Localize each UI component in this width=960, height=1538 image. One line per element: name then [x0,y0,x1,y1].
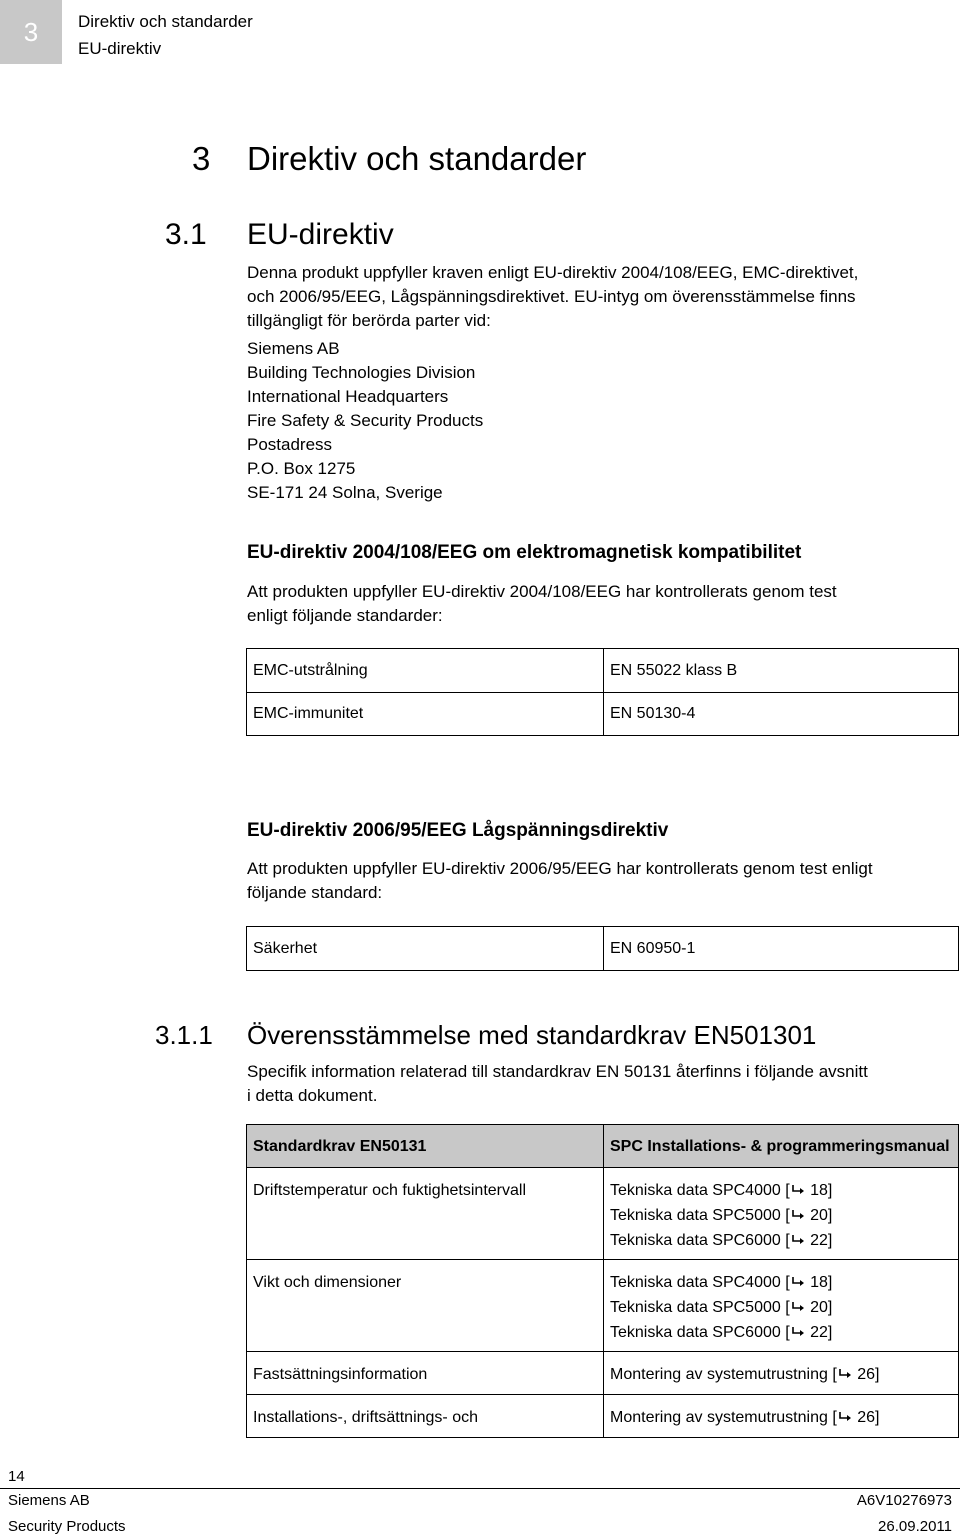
table-header-row [247,1125,959,1168]
address-line: P.O. Box 1275 [247,459,356,478]
emc-line: enligt följande standarder: [247,606,443,625]
reference-text: Tekniska data SPC5000 [ [610,1299,790,1316]
chapter-number-box [0,0,62,64]
emc-paragraph [247,580,959,628]
lvd-table [246,926,959,971]
table-row [247,1168,959,1260]
chapter-number: 3 [23,16,39,47]
address-line: Siemens AB [247,339,340,358]
reference-line [610,1228,952,1253]
lvd-heading: EU-direktiv 2006/95/EEG Lågspänningsdirektiv [247,820,669,841]
reference-page: 20] [810,1207,833,1224]
address-line: Postadress [247,435,333,454]
reference-line [610,1405,952,1430]
intro-paragraph [247,261,959,333]
emc-line: Att produkten uppfyller EU-direktiv 2004/108/EEG har kontrollerats genom test [247,582,837,601]
address-line: Building Technologies Division [247,363,476,382]
reference-cell [604,1168,959,1260]
footer-company: Siemens AB [8,1492,90,1509]
intro-line: och 2006/95/EEG, Lågspänningsdirektivet. EU-intyg om överensstämmelse finns [247,287,856,306]
reference-text: Tekniska data SPC6000 [ [610,1232,790,1249]
lvd-line: Att produkten uppfyller EU-direktiv 2006/95/EEG har kontrollerats genom test enligt [247,859,873,878]
reference-line [610,1178,952,1203]
address-block [247,337,959,505]
arrow-right-icon [838,1411,852,1423]
running-header-subtitle: EU-direktiv [78,39,162,58]
table-cell-value: EN 55022 klass B [604,649,959,693]
reference-page: 20] [810,1299,833,1316]
heading1-text: Direktiv och standarder [247,140,587,177]
heading2-text: EU-direktiv [247,218,394,251]
reference-cell [604,1352,959,1395]
reference-text: Tekniska data SPC6000 [ [610,1324,790,1341]
emc-table [246,648,959,736]
reference-cell [604,1395,959,1438]
arrow-right-icon [791,1234,805,1246]
compliance-line: i detta dokument. [247,1086,378,1105]
intro-line: tillgängligt för berörda parter vid: [247,311,491,330]
arrow-right-icon [791,1301,805,1313]
page-number: 14 [8,1468,25,1485]
reference-text: Montering av systemutrustning [ [610,1409,837,1426]
reference-line [610,1295,952,1320]
requirement-cell: Fastsättningsinformation [247,1352,604,1395]
arrow-right-icon [838,1368,852,1380]
address-line: Fire Safety & Security Products [247,411,484,430]
reference-line [610,1320,952,1345]
reference-text: Tekniska data SPC5000 [ [610,1207,790,1224]
reference-page: 22] [810,1232,833,1249]
heading2-number: 3.1 [165,218,207,251]
table-cell-label: EMC-utstrålning [247,649,604,693]
address-line: International Headquarters [247,387,449,406]
address-line: SE-171 24 Solna, Sverige [247,483,443,502]
reference-line [610,1270,952,1295]
intro-line: Denna produkt uppfyller kraven enligt EU-direktiv 2004/108/EEG, EMC-direktivet, [247,263,859,282]
reference-line [610,1362,952,1387]
reference-text: Tekniska data SPC4000 [ [610,1274,790,1291]
compliance-table [246,1124,959,1438]
table-cell-value: EN 60950-1 [604,927,959,971]
footer-date: 26.09.2011 [878,1518,952,1535]
column-header: SPC Installations- & programmeringsmanual [604,1125,959,1168]
reference-line [610,1203,952,1228]
arrow-right-icon [791,1184,805,1196]
requirement-cell: Driftstemperatur och fuktighetsintervall [247,1168,604,1260]
table-row [247,1395,959,1438]
reference-page: 18] [810,1182,833,1199]
reference-text: Tekniska data SPC4000 [ [610,1182,790,1199]
lvd-paragraph [247,857,959,905]
table-row [247,1352,959,1395]
table-cell-label: EMC-immunitet [247,693,604,736]
running-header-title: Direktiv och standarder [78,12,253,31]
table-row [247,1260,959,1352]
reference-page: 22] [810,1324,833,1341]
footer-divider [0,1488,960,1489]
requirement-cell: Vikt och dimensioner [247,1260,604,1352]
arrow-right-icon [791,1326,805,1338]
table-cell-label: Säkerhet [247,927,604,971]
table-cell-value: EN 50130-4 [604,693,959,736]
emc-heading: EU-direktiv 2004/108/EEG om elektromagnetisk kompatibilitet [247,542,802,563]
requirement-cell: Installations-, driftsättnings- och [247,1395,604,1438]
heading1-number: 3 [192,140,211,177]
table-row [247,693,959,736]
heading3-number: 3.1.1 [155,1020,213,1050]
reference-page: 26] [857,1409,880,1426]
compliance-paragraph [247,1060,959,1108]
footer-division: Security Products [8,1518,126,1535]
lvd-line: följande standard: [247,883,383,902]
reference-cell [604,1260,959,1352]
table-row [247,649,959,693]
reference-page: 18] [810,1274,833,1291]
table-row [247,927,959,971]
arrow-right-icon [791,1209,805,1221]
reference-text: Montering av systemutrustning [ [610,1366,837,1383]
reference-page: 26] [857,1366,880,1383]
column-header: Standardkrav EN50131 [247,1125,604,1168]
footer-doc-id: A6V10276973 [856,1492,952,1509]
heading3-text: Överensstämmelse med standardkrav EN501301 [247,1020,817,1050]
compliance-line: Specifik information relaterad till standardkrav EN 50131 återfinns i följande avsnitt [247,1062,868,1081]
arrow-right-icon [791,1276,805,1288]
